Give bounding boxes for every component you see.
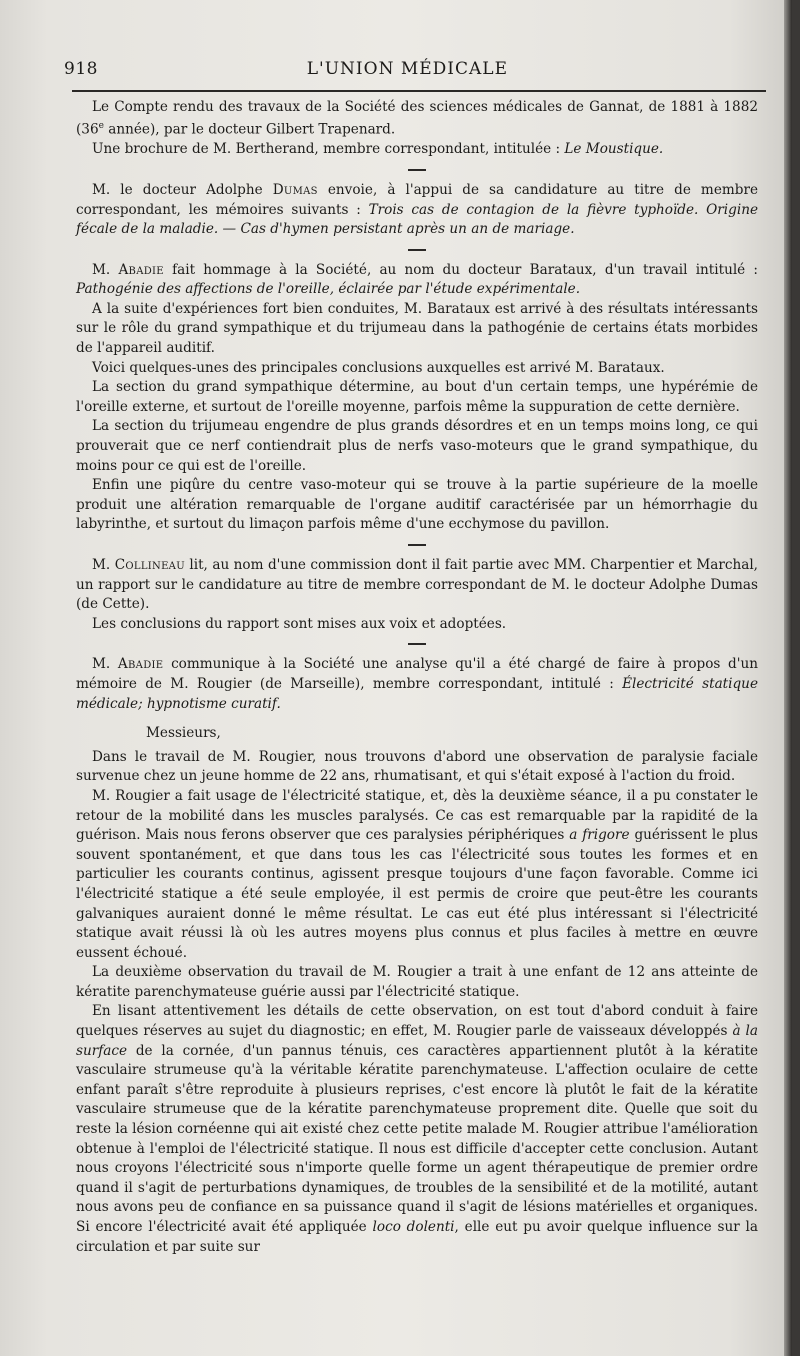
paragraph (76, 359, 758, 379)
paragraph (76, 261, 758, 300)
text-run: lit, au nom d'une commission dont il fait partie avec MM. Charpentier et Marchal, un rapport sur le candidature au titre de membre correspondant de M. le docteur Adolphe Dumas (de Cette). (76, 557, 758, 613)
section-separator (408, 643, 426, 645)
salutation (146, 724, 758, 744)
paragraph (76, 963, 758, 1002)
text-run: année), par le docteur Gilbert Trapenard. (103, 121, 396, 138)
text-blocks (76, 98, 758, 1258)
article-body (64, 59, 759, 1257)
paragraph (76, 615, 758, 635)
text-run: M. le docteur Adolphe (92, 181, 273, 198)
text-run: Enfin une piqûre du centre vaso-moteur qui se trouve à la partie supérieure de la moelle produit une altération remarquable de l'organe auditif caractérisée par un hémorrhagie du labyrinthe, et surtout du limaçon parfois même d'une ecchymose du pavillon. (76, 477, 758, 533)
paragraph (76, 748, 758, 787)
text-run: A la suite d'expériences fort bien conduites, M. Barataux est arrivé à des résultats intéressants sur le rôle du grand sympathique et du trijumeau dans la pathogénie de certains états morbides de l'appareil auditif. (76, 300, 758, 357)
author-name: Collineau (114, 557, 185, 573)
page-number: 918 (64, 59, 98, 79)
paragraph (76, 181, 758, 240)
text-run: La deuxième observation du travail de M. Rougier a trait à une enfant de 12 ans atteinte de kératite parenchymateuse guérie aussi par l'électricité statique. (76, 964, 758, 1000)
header-rule (72, 90, 766, 92)
text-run: En lisant attentivement les détails de cette observation, on est tout d'abord conduit à faire quelques réserves au sujet du diagnostic; en effet, M. Rougier parle de vaisseaux développés (76, 1003, 758, 1040)
text-run: guérissent le plus souvent spontanément, et que dans tous les cas l'électricité sous toutes les formes et en particulier les courants continus, agissent presque toujours d'une façon favorable. Comme ici l'électricité statique a été seule employée, il est permis de croire que peut-être les courants galvaniques auraient donné le même résultat. Le cas eut été plus intéressant si l'électricité statique avait réussi là où les autres moyens plus connus et plus faciles à mettre en œuvre eussent échoué. (76, 827, 759, 961)
text-run: M. (92, 557, 115, 573)
section-separator (408, 249, 426, 251)
paragraph (76, 556, 758, 615)
page-header (64, 60, 758, 82)
superscript: e (98, 121, 104, 132)
paragraph (76, 417, 758, 476)
text-run: Messieurs, (146, 725, 221, 742)
text-run: de la cornée, d'un pannus ténuis, ces caractères appartiennent plutôt à la kératite vasculaire strumeuse qu'à la véritable kératite parenchymateuse. L'affection oculaire de cette enfant paraît s'être reproduite à plusieurs reprises, c'est encore là plutôt le fait de la kératite vasculaire strumeuse que de la kératite parenchymateuse proprement dite. Quelle que soit du reste la lésion cornéenne qui ait existé chez cette petite malade M. Rougier attribue l'amélioration obtenue à l'emploi de l'électricité statique. Il nous est difficile d'accepter cette conclusion. Autant nous croyons l'électricité sous n'importe quelle forme un agent thérapeutique de premier ordre quand il s'agit de perturbations dynamiques, de troubles de la sensibilité et de la motilité, autant nous avons peu de confiance en sa puissance quand il s'agit de lésions matérielles et organiques. Si encore l'électricité avait été appliquée (76, 1042, 758, 1235)
journal-title: L'UNION MÉDICALE (306, 59, 508, 79)
text-run: Voici quelques-unes des principales conclusions auxquelles est arrivé M. Barataux. (92, 359, 665, 376)
italic-text: loco dolenti (372, 1219, 455, 1235)
section-separator (408, 544, 426, 546)
italic-text: a frigore (569, 827, 630, 844)
paragraph (76, 787, 758, 963)
text-run: M. (92, 656, 118, 673)
paragraph (76, 300, 758, 359)
text-run: fait hommage à la Société, au nom du docteur Barataux, d'un travail intitulé : (163, 261, 758, 278)
text-run: M. Rougier a fait usage de l'électricité statique, et, dès la deuxième séance, il a pu constater le retour de la mobilité dans les muscles paralysés. Ce cas est remarquable par la rapidité de la guérison. Mais nous ferons observer que ces paralysies périphériques (76, 787, 758, 844)
italic-text: Trois cas de contagion de la fièvre typhoïde. Origine fécale de la maladie. — Cas d'hymen persistant après un an de mariage. (76, 201, 758, 238)
page-edge-shadow (784, 0, 792, 1356)
paragraph (76, 98, 758, 141)
italic-text: Électricité statique médicale; hypnotisme curatif. (76, 675, 758, 712)
text-run: communique à la Société une analyse qu'il a été chargé de faire à propos d'un mémoire de M. Rougier (de Marseille), membre correspondant, intitulé : (76, 656, 758, 692)
italic-text: Pathogénie des affections de l'oreille, éclairée par l'étude expérimentale. (76, 281, 581, 298)
text-run: , elle eut pu avoir quelque influence sur la circulation et par suite sur (76, 1219, 759, 1255)
text-run: Le Compte rendu des travaux de la Société des sciences médicales de Gannat, de 1881 à 1882 (36 (76, 98, 758, 138)
text-run: Les conclusions du rapport sont mises aux voix et adoptées. (92, 615, 507, 632)
paragraph (76, 140, 758, 160)
paragraph (76, 1002, 758, 1257)
paragraph (76, 655, 758, 714)
author-name: Abadie (117, 656, 164, 673)
paragraph (76, 476, 758, 535)
author-name: Abadie (118, 261, 164, 278)
text-run: La section du trijumeau engendre de plus grands désordres et en un temps moins long, ce qui prouverait que ce nerf contiendrait plus de nerfs vaso-moteurs que le grand sympathique, du moins pour ce qui est de l'oreille. (76, 418, 758, 474)
italic-text: à la surface (76, 1023, 758, 1059)
text-run: Une brochure de M. Bertherand, membre correspondant, intitulée : (92, 141, 565, 158)
text-run: Dans le travail de M. Rougier, nous trouvons d'abord une observation de paralysie faciale survenue chez un jeune homme de 22 ans, rhumatisant, et qui s'était exposé à l'action du froid. (76, 748, 758, 785)
paragraph (76, 378, 758, 417)
text-run: M. (92, 261, 119, 278)
author-name: Dumas (272, 181, 318, 198)
section-separator (408, 169, 426, 171)
text-run: envoie, à l'appui de sa candidature au titre de membre correspondant, les mémoires suivants : (76, 181, 759, 218)
text-run: La section du grand sympathique détermine, au bout d'un certain temps, une hypérémie de l'oreille externe, et surtout de l'oreille moyenne, parfois même la suppuration de cette dernière. (76, 379, 758, 415)
italic-text: Le Moustique. (564, 141, 664, 158)
